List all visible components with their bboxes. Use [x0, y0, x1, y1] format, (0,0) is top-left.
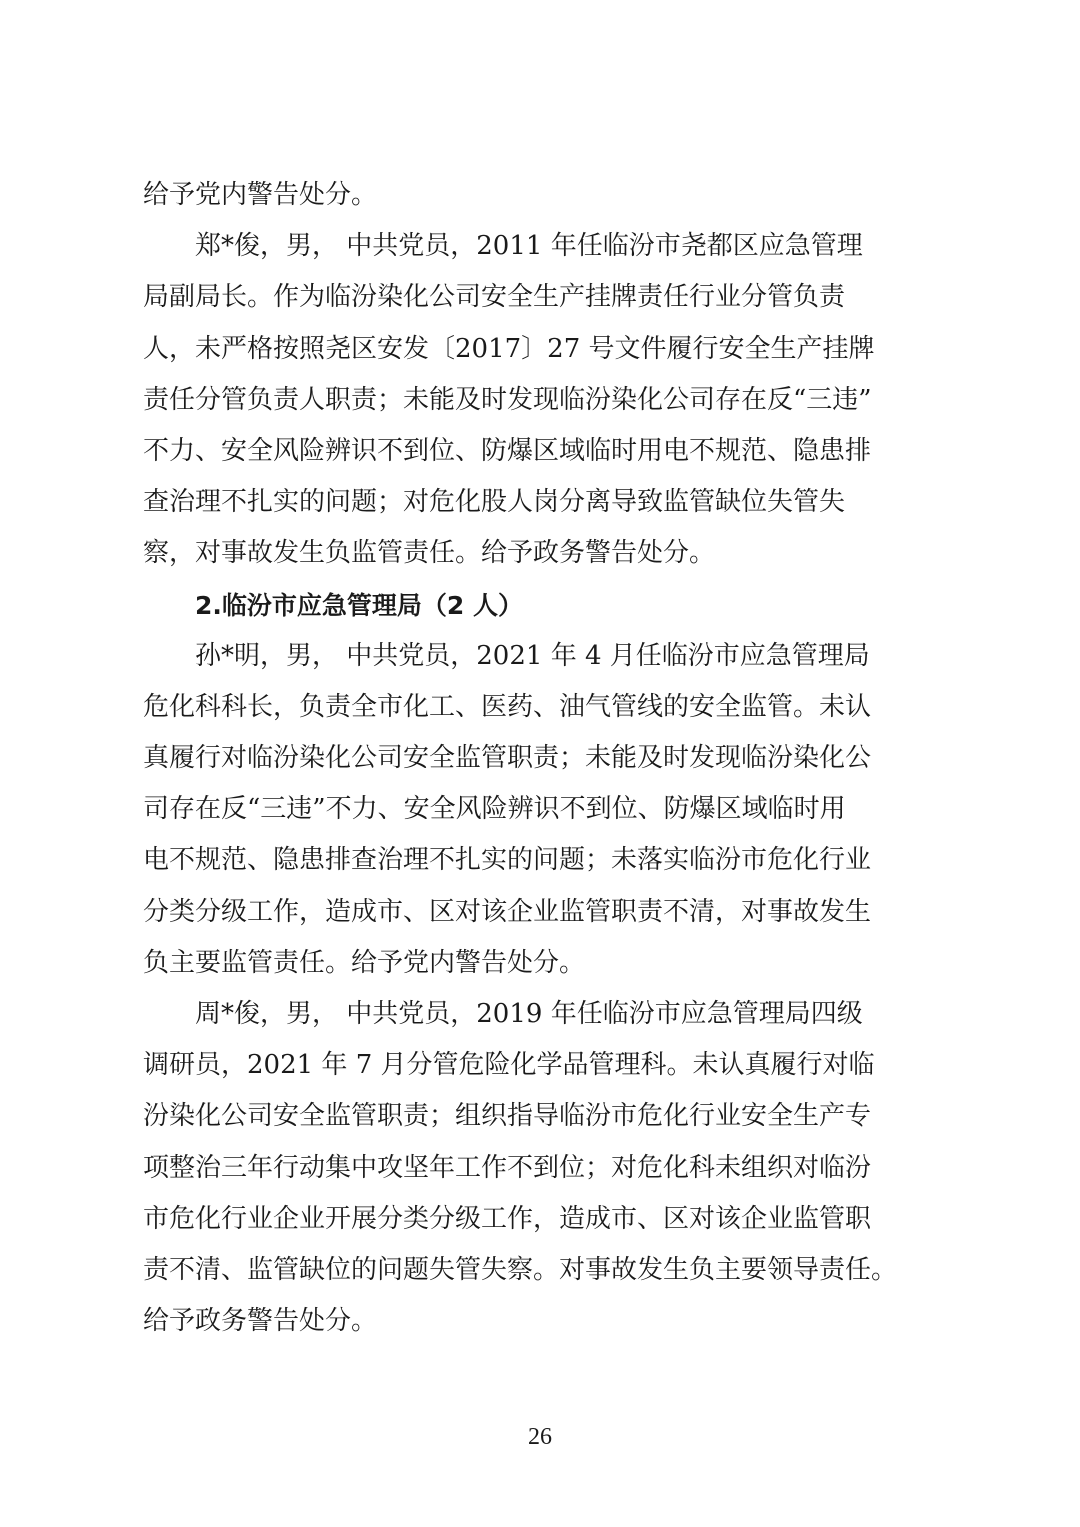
text-line: 察，对事故发生负监管责任。给予政务警告处分。: [143, 538, 716, 569]
text-line: 查治理不扎实的问题；对危化股人岗分离导致监管缺位失管失: [143, 487, 846, 518]
text-line: 真履行对临汾染化公司安全监管职责；未能及时发现临汾染化公: [143, 743, 872, 774]
page-number: 26: [528, 1424, 552, 1450]
text-line: 孙*明，男， 中共党员，2021 年 4 月任临汾市应急管理局: [195, 640, 870, 671]
text-line: 分类分级工作，造成市、区对该企业监管职责不清，对事故发生: [143, 896, 872, 927]
text-line: 危化科科长，负责全市化工、医药、油气管线的安全监管。未认: [143, 691, 872, 722]
text-line: 不力、安全风险辨识不到位、防爆区域临时用电不规范、隐患排: [143, 435, 872, 466]
text-line: 负主要监管责任。给予党内警告处分。: [143, 947, 586, 978]
text-line: 给予政务警告处分。: [143, 1306, 378, 1337]
text-line: 项整治三年行动集中攻坚年工作不到位；对危化科未组织对临汾: [143, 1152, 872, 1183]
text-line: 责任分管负责人职责；未能及时发现临汾染化公司存在反“三违”: [143, 384, 872, 415]
text-line: 责不清、监管缺位的问题失管失察。对事故发生负主要领导责任。: [143, 1254, 898, 1285]
text-line: 局副局长。作为临汾染化公司安全生产挂牌责任行业分管负责: [143, 282, 846, 313]
text-line: 市危化行业企业开展分类分级工作，造成市、区对该企业监管职: [143, 1203, 872, 1234]
text-line: 汾染化公司安全监管职责；组织指导临汾市危化行业安全生产专: [143, 1101, 872, 1132]
text-line: 人，未严格按照尧区安发〔2017〕27 号文件履行安全生产挂牌: [143, 333, 875, 364]
text-line: 周*俊，男， 中共党员，2019 年任临汾市应急管理局四级: [195, 999, 863, 1029]
section-heading: 2.临汾市应急管理局（2 人）: [195, 590, 523, 620]
text-line: 电不规范、隐患排查治理不扎实的问题；未落实临汾市危化行业: [143, 845, 872, 876]
text-line: 郑*俊，男， 中共党员，2011 年任临汾市尧都区应急管理: [195, 231, 863, 262]
text-line: 调研员，2021 年 7 月分管危险化学品管理科。未认真履行对临: [143, 1050, 875, 1081]
body-text: [143, 170, 943, 1347]
text-line: 司存在反“三违”不力、安全风险辨识不到位、防爆区域临时用: [143, 794, 846, 825]
text-line: 给予党内警告处分。: [143, 180, 378, 210]
